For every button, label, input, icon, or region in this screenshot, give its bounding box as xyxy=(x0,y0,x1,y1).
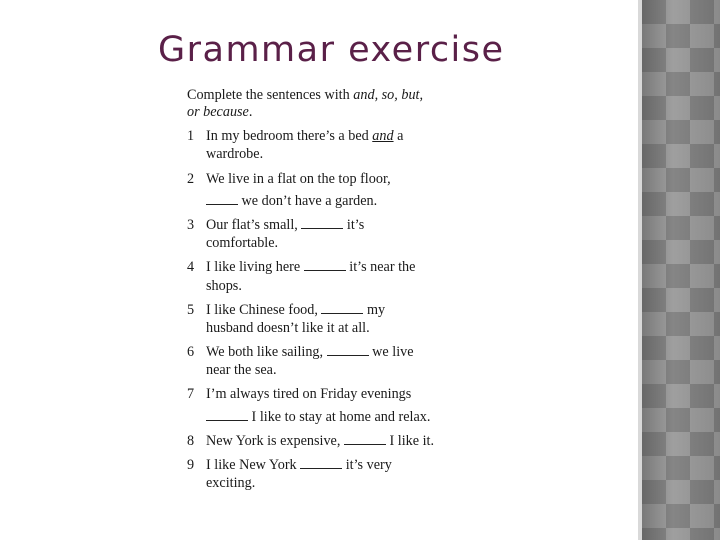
instruction-end: . xyxy=(248,104,253,120)
item-text-cont: near the sea. xyxy=(206,362,277,378)
item-text-b: a xyxy=(393,128,404,144)
item-number: 2 xyxy=(187,171,195,187)
answer-blank[interactable] xyxy=(344,431,386,445)
item-number: 8 xyxy=(187,433,195,449)
item-text: Our flat’s small, xyxy=(206,217,302,233)
item-number: 9 xyxy=(187,457,195,473)
item-text-cont-row xyxy=(206,406,430,428)
item-text-cont-row xyxy=(206,190,377,212)
answer-blank[interactable] xyxy=(301,215,343,229)
item-number: 1 xyxy=(187,128,195,144)
item-number: 4 xyxy=(187,259,195,275)
item-text-b: we live xyxy=(368,344,414,360)
instruction-text: Complete the sentences with xyxy=(187,87,354,103)
item-text: I like Chinese food, xyxy=(206,302,322,318)
instruction-line-2 xyxy=(187,101,252,123)
item-text-cont: exciting. xyxy=(206,475,256,491)
slide-title: Grammar exercise xyxy=(158,30,505,70)
item-text-b: it’s near the xyxy=(345,259,416,275)
item-number: 3 xyxy=(187,217,195,233)
item-text-b: my xyxy=(363,302,386,318)
item-number: 7 xyxy=(187,386,195,402)
item-text-b: it’s xyxy=(343,217,365,233)
item-text-b: it’s very xyxy=(342,457,392,473)
item-text-cont: I like to stay at home and relax. xyxy=(248,409,431,425)
item-text: In my bedroom there’s a bed xyxy=(206,128,373,144)
item-text-cont: we don’t have a garden. xyxy=(241,193,378,209)
sidebar-shade xyxy=(642,0,720,540)
item-text: I like living here xyxy=(206,259,304,275)
answer-blank[interactable] xyxy=(321,300,363,314)
item-text-b: I like it. xyxy=(385,433,435,449)
answer-blank[interactable] xyxy=(327,342,369,356)
item-number: 6 xyxy=(187,344,195,360)
item-number: 5 xyxy=(187,302,195,318)
item-text-cont: wardrobe. xyxy=(206,146,264,162)
answer-blank[interactable] xyxy=(300,455,342,469)
instruction-words-2: or because xyxy=(187,104,249,120)
answer-blank[interactable] xyxy=(206,191,238,205)
item-text: I’m always tired on Friday evenings xyxy=(206,386,412,402)
exercise-scan xyxy=(183,80,460,500)
item-text-cont: husband doesn’t like it at all. xyxy=(206,320,370,336)
decorative-sidebar xyxy=(642,0,720,540)
answer-blank[interactable] xyxy=(206,407,248,421)
item-text-cont: comfortable. xyxy=(206,235,279,251)
item-answer: and xyxy=(372,128,394,144)
item-text: We live in a flat on the top floor, xyxy=(206,171,391,187)
item-text: New York is expensive, xyxy=(206,433,344,449)
item-text-cont: shops. xyxy=(206,278,242,294)
item-text: We both like sailing, xyxy=(206,344,327,360)
item-text: I like New York xyxy=(206,457,301,473)
answer-blank[interactable] xyxy=(304,257,346,271)
instruction-words: and, so, but, xyxy=(353,87,424,103)
